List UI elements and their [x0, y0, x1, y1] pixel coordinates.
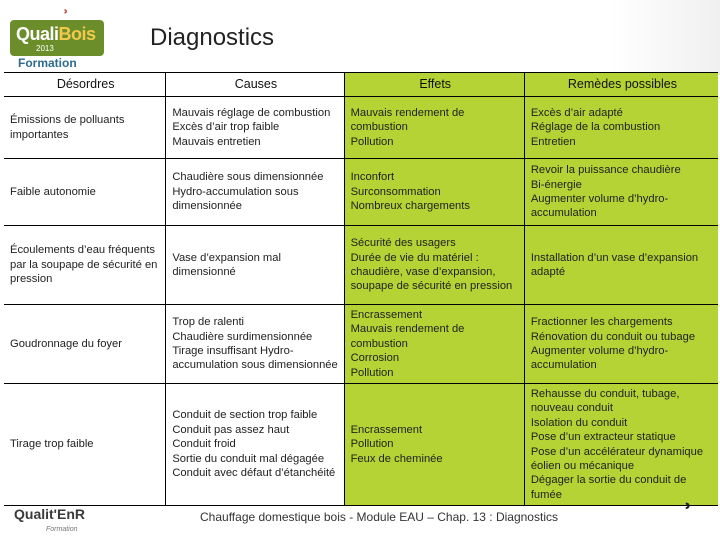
cell-desordre: Tirage trop faible — [4, 384, 165, 505]
cell-causes: Chaudière sous dimensionnée Hydro-accumulation sous dimensionnée — [166, 159, 343, 225]
cell-effets: Encrassement Mauvais rendement de combustion Corrosion Pollution — [345, 305, 524, 383]
cell-remedes: Installation d’un vase d’expansion adapté — [525, 226, 718, 304]
column-header-causes: Causes — [166, 73, 343, 96]
table-row — [4, 384, 718, 505]
column-header-remedes: Remèdes possibles — [525, 73, 718, 96]
cell-desordre: Écoulements d’eau fréquents par la soupape de sécurité en pression — [4, 226, 165, 304]
flame-decoration-icon: ʾ — [682, 498, 694, 536]
flame-icon: ʾ — [62, 6, 70, 31]
bottom-logo-text: Qualit'EnR — [14, 506, 85, 522]
cell-desordre: Faible autonomie — [4, 159, 165, 225]
table-header-row — [4, 73, 718, 96]
logo-brand — [16, 24, 96, 45]
logo-subtitle: Formation — [18, 56, 77, 70]
cell-effets: Mauvais rendement de combustion Pollution — [345, 97, 524, 158]
logo-year: 2013 — [36, 44, 54, 53]
logo-brand-a: Quali — [16, 24, 59, 44]
cell-remedes: Excès d’air adapté Réglage de la combustion Entretien — [525, 97, 718, 158]
table-row — [4, 226, 718, 304]
diagnostics-table — [4, 72, 718, 506]
cell-effets: Inconfort Surconsommation Nombreux chargements — [345, 159, 524, 225]
table-row — [4, 305, 718, 383]
qualitenr-logo — [6, 504, 102, 538]
header-decoration — [610, 0, 720, 75]
cell-causes: Trop de ralenti Chaudière surdimensionnée Tirage insuffisant Hydro-accumulation sous dimensionnée — [166, 305, 343, 383]
cell-causes: Conduit de section trop faible Conduit pas assez haut Conduit froid Sortie du conduit mal dégagée Conduit avec défaut d’étanchéité — [166, 384, 343, 505]
cell-causes: Vase d’expansion mal dimensionné — [166, 226, 343, 304]
cell-effets: Encrassement Pollution Feux de cheminée — [345, 384, 524, 505]
cell-remedes: Revoir la puissance chaudière Bi-énergie Augmenter volume d’hydro-accumulation — [525, 159, 718, 225]
logo-brand-b: Bois — [58, 24, 96, 44]
column-header-desordres: Désordres — [4, 73, 165, 96]
page-title: Diagnostics — [150, 24, 275, 51]
cell-desordre: Émissions de polluants importantes — [4, 97, 165, 158]
cell-remedes: Fractionner les chargements Rénovation du conduit ou tubage Augmenter volume d’hydro-accumulation — [525, 305, 718, 383]
bottom-logo-subtitle: Formation — [46, 526, 78, 533]
cell-remedes: Rehausse du conduit, tubage, nouveau conduit Isolation du conduit Pose d’un extracteur statique Pose d’un accélérateur dynamique éolien ou mécanique Dégager la sortie du conduit de fumée — [525, 384, 718, 505]
table-row — [4, 97, 718, 158]
footer-caption: Chauffage domestique bois - Module EAU – Chap. 13 : Diagnostics — [200, 510, 558, 524]
column-header-effets: Effets — [345, 73, 524, 96]
cell-effets: Sécurité des usagers Durée de vie du matériel : chaudière, vase d’expansion, soupape de sécurité en pression — [345, 226, 524, 304]
table-row — [4, 159, 718, 225]
cell-desordre: Goudronnage du foyer — [4, 305, 165, 383]
cell-causes: Mauvais réglage de combustion Excès d’air trop faible Mauvais entretien — [166, 97, 343, 158]
qualibois-logo — [6, 4, 106, 68]
